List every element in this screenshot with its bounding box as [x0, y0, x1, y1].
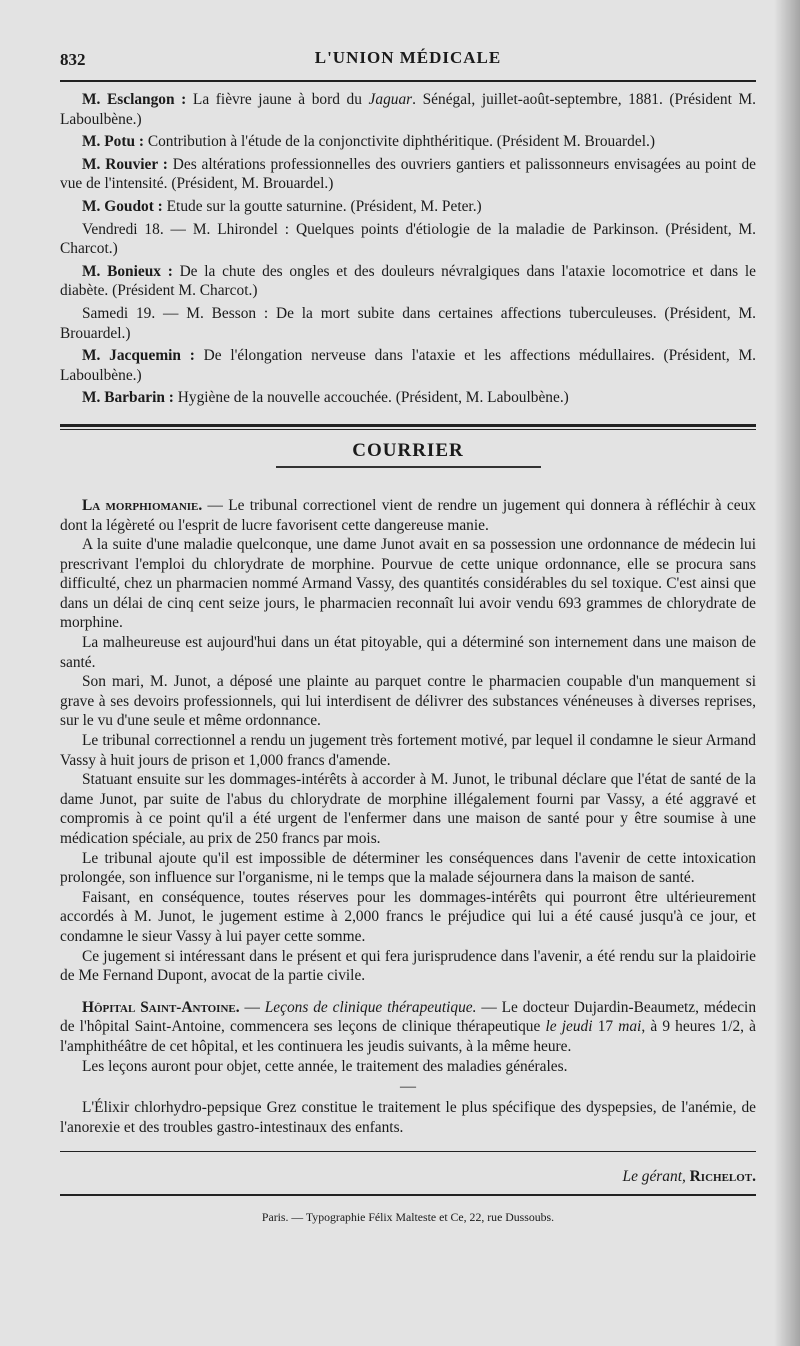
article-paragraph: Faisant, en conséquence, toutes réserves pour les dommages-intérêts qui pourront être ultérieurement accordés à M. Junot, le jugement estime à 2,000 francs le préjudice qui lui a été causé jusqu'à ce jour, et condamne le sieur Vassy à lui payer cette somme. [60, 888, 756, 945]
article-paragraph: Ce jugement si intéressant dans le présent et qui fera jurisprudence dans l'avenir, a été rendu sur la plaidoirie de Me Fernand Dupont, avocat de la partie civile. [60, 947, 756, 985]
thesis-item: M. Goudot : Etude sur la goutte saturnine. (Président, M. Peter.) [82, 197, 482, 215]
section-divider [60, 424, 756, 430]
thesis-item: M. Bonieux : De la chute des ongles et des douleurs névralgiques dans l'ataxie locomotrice et dans le diabète. (Président M. Charcot.) [60, 262, 756, 300]
footer-rule [60, 1151, 756, 1152]
thesis-item: M. Esclangon : La fièvre jaune à bord du Jaguar. Sénégal, juillet-août-septembre, 1881. (Président M. Laboulbène.) [60, 91, 756, 128]
dash-separator: — [400, 1078, 416, 1096]
article-paragraph: Son mari, M. Junot, a déposé une plainte au parquet contre le pharmacien coupable d'un manquement si grave à ses devoirs professionnels, qui lui interdisent de délivrer des substances vénéneuses à diverses reprises, sur le vu d'une seule et même ordonnance. [60, 673, 756, 730]
article-paragraph: Statuant ensuite sur les dommages-intérêts à accorder à M. Junot, le tribunal déclare que l'état de santé de la dame Junot, par suite de l'abus du chlorydrate de morphine illégalement fourni par Vassy, a été aggravé et compromis à ce point qu'il a été urgent de l'enfermer dans une maison de santé pour y être soumise à une médication spéciale, au prix de 250 francs par mois. [60, 771, 756, 847]
title-underline [276, 466, 541, 468]
article-paragraph: La malheureuse est aujourd'hui dans un état pitoyable, qui a déterminé son internement dans une maison de santé. [60, 634, 756, 671]
article-paragraph: Le tribunal correctionnel a rendu un jugement très fortement motivé, par lequel il condamne le sieur Armand Vassy à huit jours de prison et 1,000 francs d'amende. [60, 732, 756, 769]
elixir-notice: L'Élixir chlorhydro-pepsique Grez constitue le traitement le plus spécifique des dyspepsies, de l'anémie, de l'anorexie et des troubles gastro-intestinaux des enfants. [60, 1099, 756, 1136]
article-paragraph: Le tribunal ajoute qu'il est impossible de déterminer les conséquences dans l'avenir de cette intoxication prolongée, son influence sur l'organisme, ni le temps que la malade séjournera dans la maison de santé. [60, 849, 756, 887]
hopital-notice [60, 998, 756, 1076]
printer-imprint: Paris. — Typographie Félix Malteste et Ce, 22, rue Dussoubs. [261, 1210, 555, 1225]
thesis-item: M. Jacquemin : De l'élongation nerveuse dans l'ataxie et les affections médullaires. (Président, M. Laboulbène.) [60, 347, 757, 384]
thesis-item: M. Rouvier : Des altérations professionnelles des ouvriers gantiers et palissonneurs envisagées au point de vue de l'intensité. (Président, M. Brouardel.) [60, 155, 756, 193]
spacer [60, 986, 756, 998]
header-rule [60, 80, 756, 82]
thesis-list [60, 90, 756, 408]
thesis-item: Samedi 19. — M. Besson : De la mort subite dans certaines affections tuberculeuses. (Président, M. Brouardel.) [60, 304, 756, 342]
thesis-item: M. Barbarin : Hygiène de la nouvelle accouchée. (Président, M. Laboulbène.) [82, 389, 569, 407]
article-paragraph: La morphiomanie. — Le tribunal correctionel vient de rendre un jugement qui donnera à réfléchir à ceux dont la légèreté ou l'esprit de lucre favorisent cette dangereuse manie. [60, 496, 756, 534]
article-paragraph: Hôpital Saint-Antoine. — Leçons de clinique thérapeutique. — Le docteur Dujardin-Beaumetz, médecin de l'hôpital Saint-Antoine, commencera ses leçons de clinique thérapeutique le jeudi 17 mai, à 9 heures 1/2, à l'amphithéâtre de cet hôpital, et les continuera les jeudis suivants, à la même heure. [60, 998, 757, 1055]
imprint-rule [60, 1194, 756, 1196]
thesis-item: Vendredi 18. — M. Lhirondel : Quelques points d'étiologie de la maladie de Parkinson. (Président, M. Charcot.) [60, 220, 756, 258]
page-number: 832 [60, 50, 86, 69]
gerant-signature: Le gérant, Richelot. [622, 1168, 756, 1186]
morphiomanie-article [60, 496, 756, 986]
section-title: COURRIER [352, 439, 464, 461]
thesis-item: M. Potu : Contribution à l'étude de la conjonctivite diphthéritique. (Président M. Brouardel.) [82, 133, 655, 151]
journal-title: L'UNION MÉDICALE [314, 48, 502, 67]
running-head [60, 44, 756, 76]
article-paragraph: A la suite d'une maladie quelconque, une dame Junot avait en sa possession une ordonnance de médecin lui prescrivant l'emploi du chlorydrate de morphine. Pourvue de cette unique ordonnance, elle se procura sans difficulté, chez un pharmacien nommé Armand Vassy, des quantités considérables du sel toxique. C'est ainsi que dans un délai de cinq cent seize jours, le pharmacien reconnaît lui avoir vendu 693 grammes de chlorydrate de morphine. [60, 536, 756, 632]
article-paragraph: Les leçons auront pour objet, cette année, le traitement des maladies générales. [82, 1057, 568, 1075]
